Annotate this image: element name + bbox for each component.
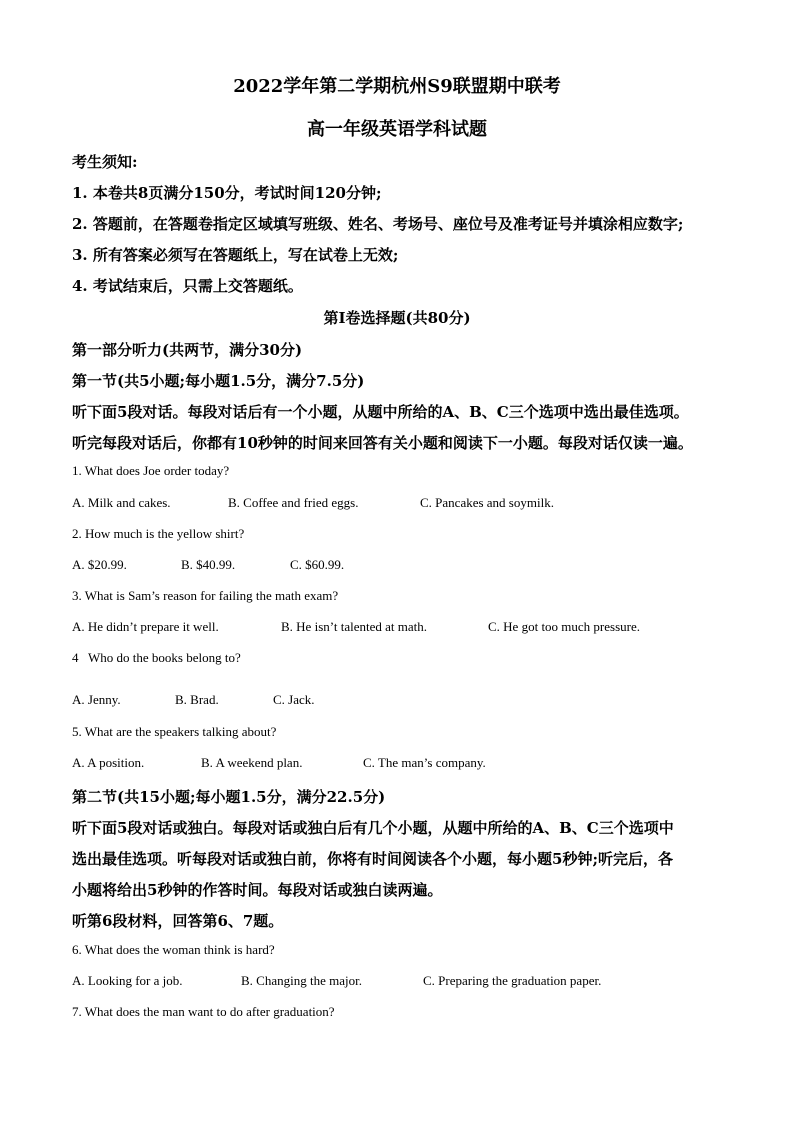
notice-item: 2. 答题前，在答题卷指定区域填写班级、姓名、考场号、座位号及准考证号并填涂相应数字; (72, 215, 684, 233)
q1-option-c: C. Pancakes and soymilk. (420, 495, 554, 510)
question-1: 1. What does Joe order today? (72, 463, 230, 478)
q5-option-a: A. A position. (72, 755, 145, 770)
section2-instruction: 听下面5段对话或独白。每段对话或独白后有几个小题，从题中所给的A、B、C三个选项中 (72, 819, 674, 837)
q4-option-c: C. Jack. (273, 692, 315, 707)
notice-item: 4. 考试结束后，只需上交答题纸。 (72, 277, 303, 295)
question-5: 5. What are the speakers talking about? (72, 724, 277, 739)
section2-instruction: 选出最佳选项。听每段对话或独白前，你将有时间阅读各个小题，每小题5秒钟;听完后，各 (72, 850, 673, 868)
exam-subtitle: 高一年级英语学科试题 (307, 119, 487, 140)
section2-instruction: 小题将给出5秒钟的作答时间。每段对话或独白读两遍。 (72, 881, 443, 899)
part1-heading: 第一部分听力(共两节，满分30分) (72, 341, 303, 359)
q5-option-c: C. The man’s company. (363, 755, 486, 770)
q1-option-b: B. Coffee and fried eggs. (228, 495, 359, 510)
question-4: 4 Who do the books belong to? (72, 650, 241, 665)
notice-item: 1. 本卷共8页满分150分，考试时间120分钟; (72, 184, 382, 202)
q2-option-a: A. $20.99. (72, 557, 127, 572)
notice-heading: 考生须知: (72, 153, 138, 171)
volume-title: 第I卷选择题(共80分) (323, 309, 471, 327)
q2-option-c: C. $60.99. (290, 557, 345, 572)
q6-option-c: C. Preparing the graduation paper. (423, 973, 602, 988)
q3-option-b: B. He isn’t talented at math. (281, 619, 427, 634)
section1-instruction: 听完每段对话后，你都有10秒钟的时间来回答有关小题和阅读下一小题。每段对话仅读一遍。 (72, 434, 693, 452)
section1-heading: 第一节(共5小题;每小题1.5分，满分7.5分) (72, 372, 365, 390)
notice-item: 3. 所有答案必须写在答题纸上，写在试卷上无效; (72, 246, 399, 264)
q6-option-a: A. Looking for a job. (72, 973, 183, 988)
q5-option-b: B. A weekend plan. (201, 755, 303, 770)
q6-option-b: B. Changing the major. (241, 973, 362, 988)
section1-instruction: 听下面5段对话。每段对话后有一个小题，从题中所给的A、B、C三个选项中选出最佳选项。 (72, 403, 689, 421)
q1-option-a: A. Milk and cakes. (72, 495, 171, 510)
exam-title: 2022学年第二学期杭州S9联盟期中联考 (233, 76, 561, 97)
material-6-heading: 听第6段材料，回答第6、7题。 (72, 912, 284, 930)
q4-option-b: B. Brad. (175, 692, 219, 707)
question-2: 2. How much is the yellow shirt? (72, 526, 245, 541)
question-6: 6. What does the woman think is hard? (72, 942, 275, 957)
q3-option-a: A. He didn’t prepare it well. (72, 619, 219, 634)
question-7: 7. What does the man want to do after graduation? (72, 1004, 335, 1019)
q4-option-a: A. Jenny. (72, 692, 121, 707)
section2-heading: 第二节(共15小题;每小题1.5分，满分22.5分) (72, 788, 386, 806)
q2-option-b: B. $40.99. (181, 557, 236, 572)
q3-option-c: C. He got too much pressure. (488, 619, 641, 634)
question-3: 3. What is Sam’s reason for failing the math exam? (72, 588, 339, 603)
